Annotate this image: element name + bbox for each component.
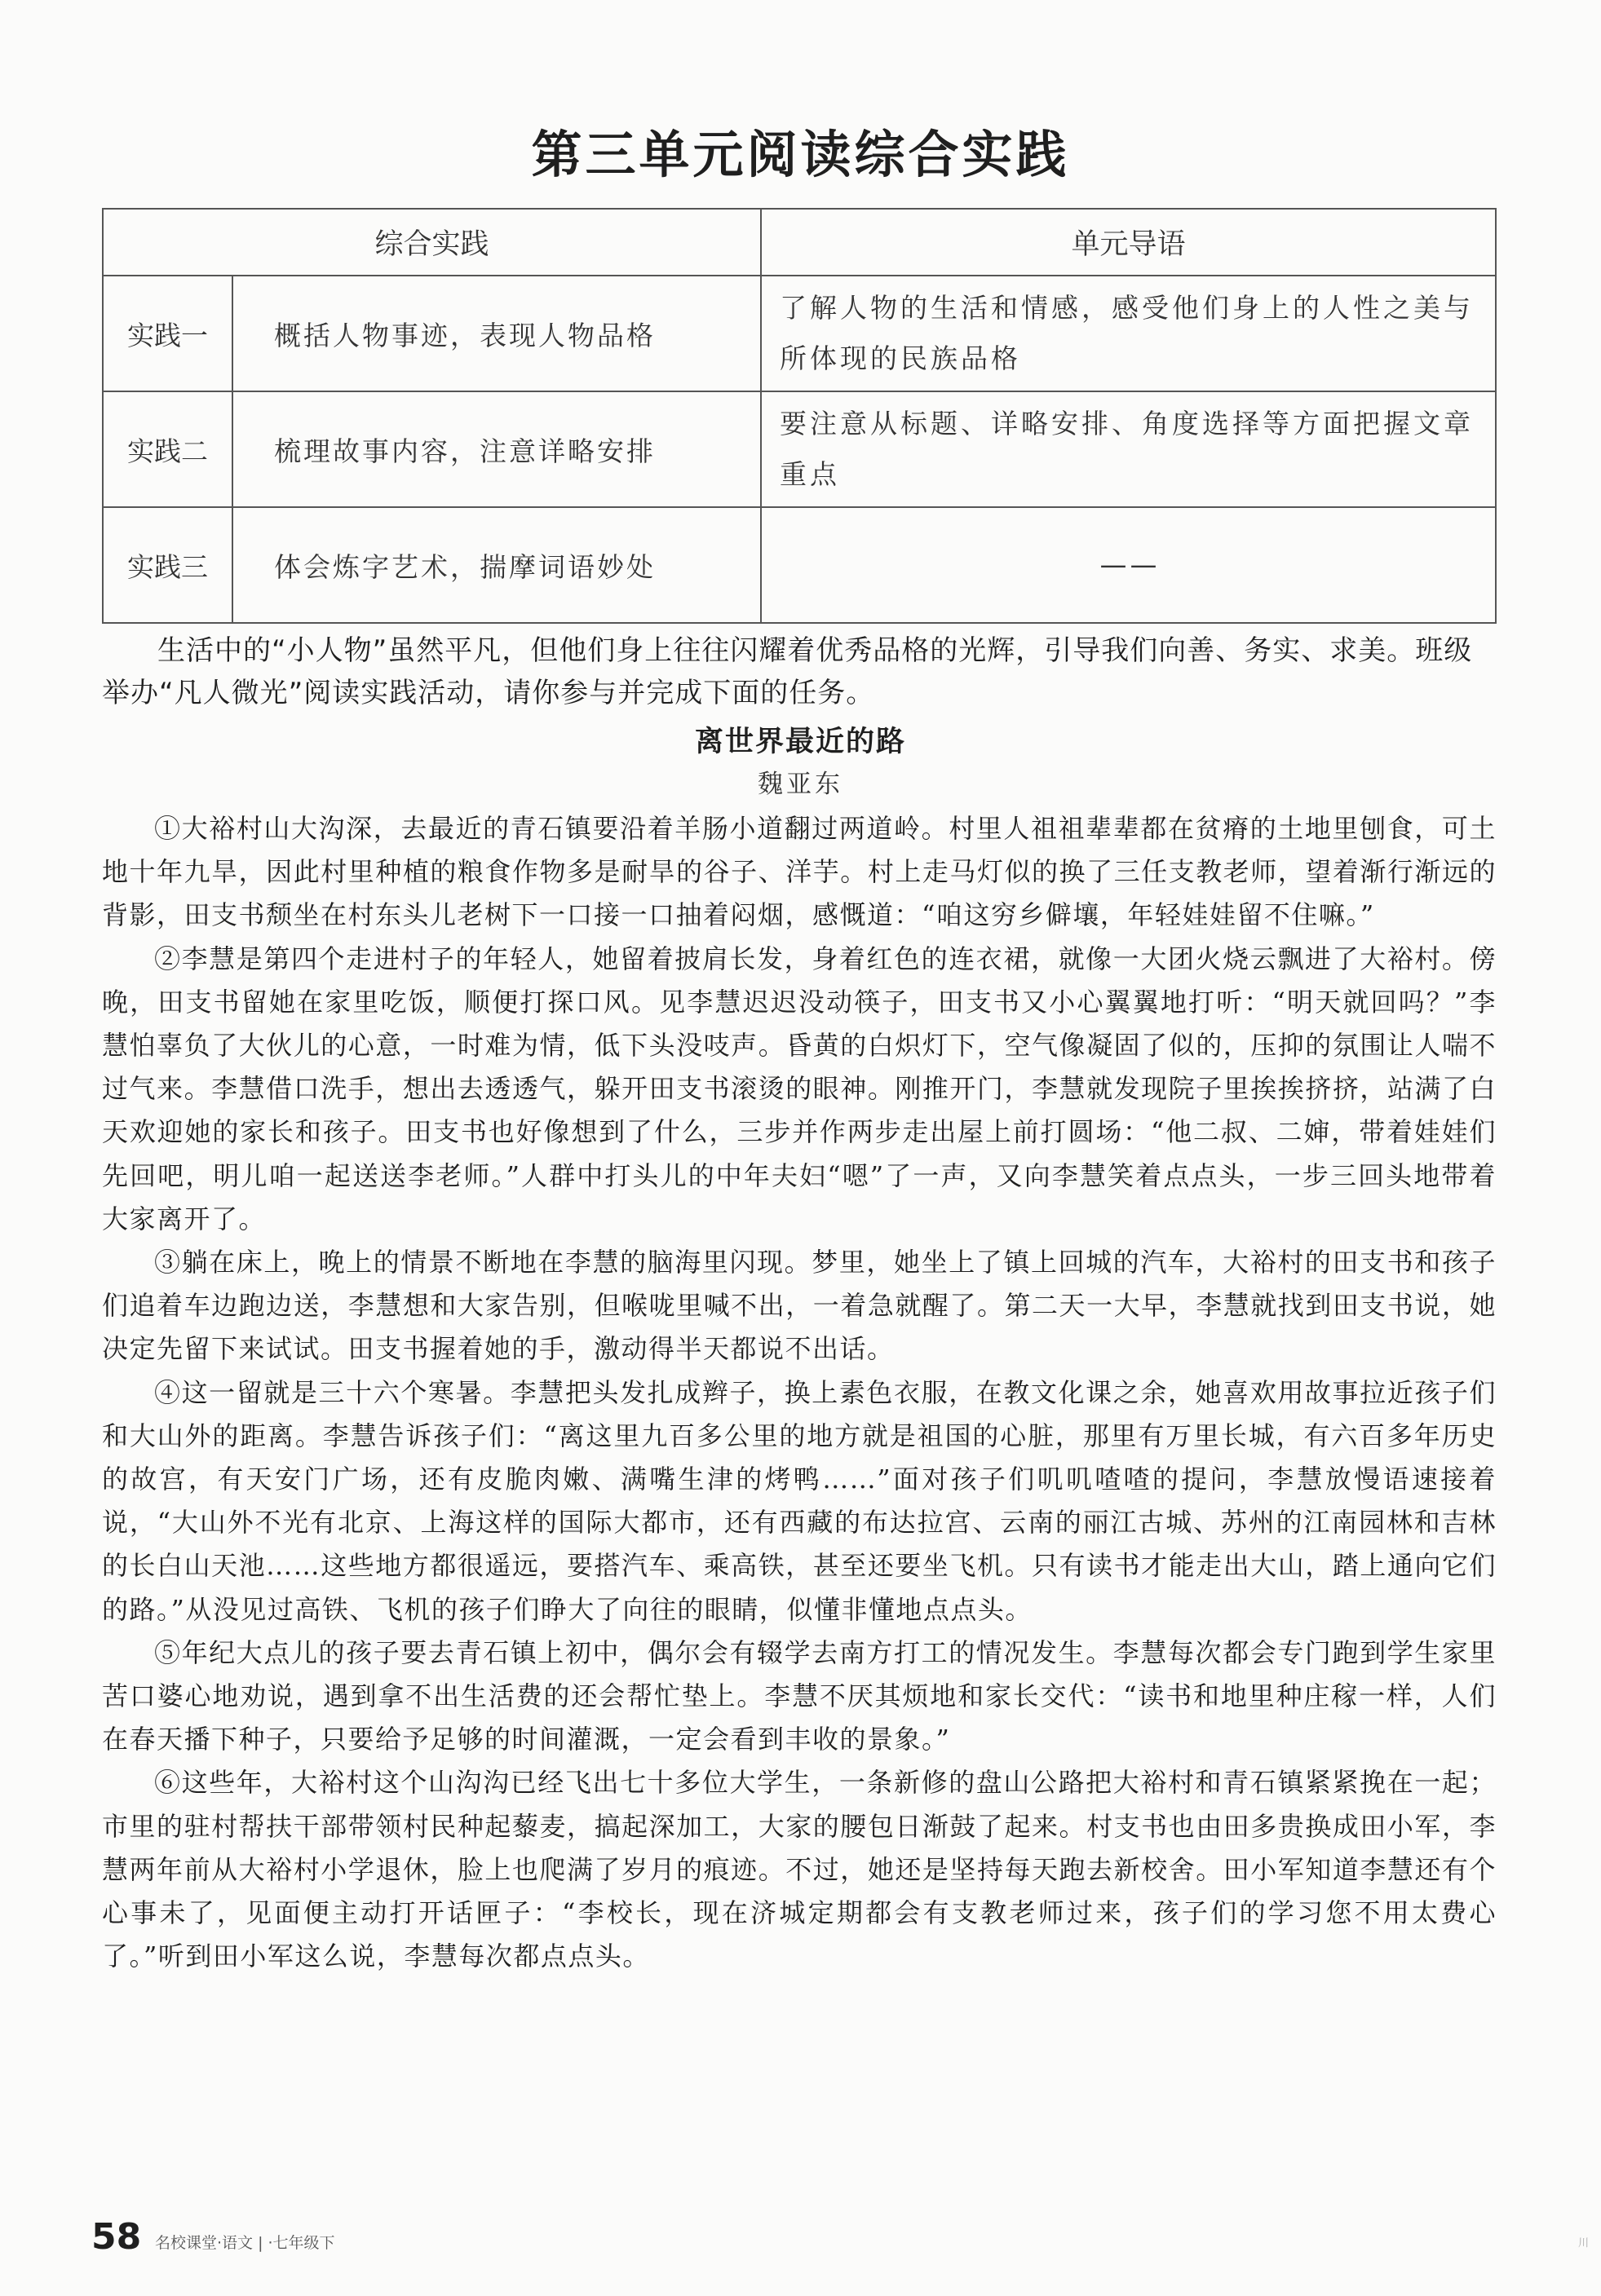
intro-paragraph: 生活中的“小人物”虽然平凡，但他们身上往往闪耀着优秀品格的光辉，引导我们向善、务实、求美。班级举办“凡人微光”阅读实践活动，请你参与并完成下面的任务。 xyxy=(102,634,1473,709)
row-task: 体会炼字艺术，揣摩词语妙处 xyxy=(232,507,761,623)
practice-guide-table xyxy=(102,208,1497,624)
story-author: 魏亚东 xyxy=(758,770,843,799)
row-guide: —— xyxy=(761,507,1496,623)
table-row xyxy=(103,507,1496,623)
header-unit-guide: 单元导语 xyxy=(761,209,1496,276)
header-practice: 综合实践 xyxy=(103,209,761,276)
story-paragraph: ③躺在床上，晚上的情景不断地在李慧的脑海里闪现。梦里，她坐上了镇上回城的汽车，大裕村的田支书和孩子们追着车边跑边送，李慧想和大家告别，但喉咙里喊不出，一着急就醒了。第二天一大早，李慧就找到田支书说，她决定先留下来试试。田支书握着她的手，激动得半天都说不出话。 xyxy=(102,1247,1497,1365)
page-title: 第三单元阅读综合实践 xyxy=(531,125,1070,184)
story-paragraph: ①大裕村山大沟深，去最近的青石镇要沿着羊肠小道翻过两道岭。村里人祖祖辈辈都在贫瘠的土地里刨食，可土地十年九旱，因此村里种植的粮食作物多是耐旱的谷子、洋芋。村上走马灯似的换了三任支教老师，望着渐行渐远的背影，田支书颓坐在村东头儿老树下一口接一口抽着闷烟，感慨道：“咱这穷乡僻壤，年轻娃娃留不住嘛。” xyxy=(102,813,1497,931)
row-task: 概括人物事迹，表现人物品格 xyxy=(232,276,761,391)
row-task: 梳理故事内容，注意详略安排 xyxy=(232,391,761,507)
row-label: 实践三 xyxy=(103,507,232,623)
publication-name: 名校课堂·语文 | ·七年级下 xyxy=(155,2234,335,2252)
story-paragraph: ⑤年纪大点儿的孩子要去青石镇上初中，偶尔会有辍学去南方打工的情况发生。李慧每次都会专门跑到学生家里苦口婆心地劝说，遇到拿不出生活费的还会帮忙垫上。李慧不厌其烦地和家长交代：“读书和地里种庄稼一样，人们在春天播下种子，只要给予足够的时间灌溉，一定会看到丰收的景象。” xyxy=(102,1636,1497,1755)
corner-mark: 川 xyxy=(1578,2237,1590,2250)
row-guide: 了解人物的生活和情感，感受他们身上的人性之美与所体现的民族品格 xyxy=(761,276,1496,391)
page-number: 58 xyxy=(91,2216,142,2258)
table-header-row xyxy=(103,209,1496,276)
row-label: 实践二 xyxy=(103,391,232,507)
story-body xyxy=(102,807,1497,1978)
story-paragraph: ④这一留就是三十六个寒暑。李慧把头发扎成辫子，换上素色衣服，在教文化课之余，她喜欢用故事拉近孩子们和大山外的距离。李慧告诉孩子们：“离这里九百多公里的地方就是祖国的心脏，那里有万里长城，有六百多年历史的故宫，有天安门广场，还有皮脆肉嫩、满嘴生津的烤鸭……”面对孩子们叽叽喳喳的提问，李慧放慢语速接着说，“大山外不光有北京、上海这样的国际大都市，还有西藏的布达拉宫、云南的丽江古城、苏州的江南园林和吉林的长白山天池……这些地方都很遥远，要搭汽车、乘高铁，甚至还要坐飞机。只有读书才能走出大山，踏上通向它们的路。”从没见过高铁、飞机的孩子们睁大了向往的眼睛，似懂非懂地点点头。 xyxy=(102,1376,1497,1625)
story-title: 离世界最近的路 xyxy=(694,726,906,758)
story-paragraph: ②李慧是第四个走进村子的年轻人，她留着披肩长发，身着红色的连衣裙，就像一大团火烧云飘进了大裕村。傍晚，田支书留她在家里吃饭，顺便打探口风。见李慧迟迟没动筷子，田支书又小心翼翼地打听：“明天就回吗？”李慧怕辜负了大伙儿的心意，一时难为情，低下头没吱声。昏黄的白炽灯下，空气像凝固了似的，压抑的氛围让人喘不过气来。李慧借口洗手，想出去透透气，躲开田支书滚烫的眼神。刚推开门，李慧就发现院子里挨挨挤挤，站满了白天欢迎她的家长和孩子。田支书也好像想到了什么，三步并作两步走出屋上前打圆场：“他二叔、二婶，带着娃娃们先回吧，明儿咱一起送送李老师。”人群中打头儿的中年夫妇“嗯”了一声，又向李慧笑着点点头，一步三回头地带着大家离开了。 xyxy=(102,943,1497,1234)
row-guide: 要注意从标题、详略安排、角度选择等方面把握文章重点 xyxy=(761,391,1496,507)
table-row xyxy=(103,391,1496,507)
story-paragraph: ⑥这些年，大裕村这个山沟沟已经飞出七十多位大学生，一条新修的盘山公路把大裕村和青石镇紧紧挽在一起；市里的驻村帮扶干部带领村民种起藜麦，搞起深加工，大家的腰包日渐鼓了起来。村支书也由田多贵换成田小军，李慧两年前从大裕村小学退休，脸上也爬满了岁月的痕迹。不过，她还是坚持每天跑去新校舍。田小军知道李慧还有个心事未了，见面便主动打开话匣子：“李校长，现在济城定期都会有支教老师过来，孩子们的学习您不用太费心了。”听到田小军这么说，李慧每次都点点头。 xyxy=(102,1767,1497,1972)
row-label: 实践一 xyxy=(103,276,232,391)
table-row xyxy=(103,276,1496,391)
